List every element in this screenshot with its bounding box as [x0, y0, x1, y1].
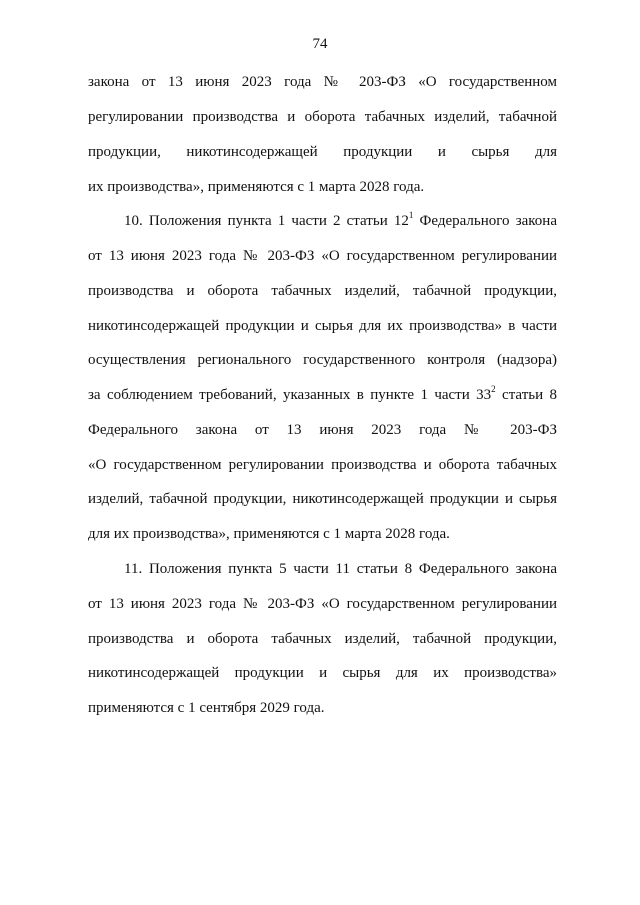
superscript: 2	[491, 384, 496, 394]
paragraph-11-first-line: 11. Положения пункта 5 части 11 статьи 8 Федерального закона	[124, 561, 557, 577]
text-line: применяются с 1 сентября 2029 года.	[88, 700, 325, 716]
text-line: производства и оборота табачных изделий, табачной продукции,	[88, 283, 557, 299]
text-line: регулировании производства и оборота табачных изделий, табачной	[88, 109, 557, 125]
text-line: никотинсодержащей продукции и сырья для их производства» в части	[88, 318, 557, 334]
text-line: продукции, никотинсодержащей продукции и сырья для	[88, 144, 557, 160]
text-line: «О государственном регулировании производства и оборота табачных	[88, 457, 557, 473]
paragraph-10-first-line: 10. Положения пункта 1 части 2 статьи $12^1$ Федерального закона	[124, 210, 557, 229]
text-line: за соблюдением требований, указанных в пункте 1 части $33^2$ статьи 8	[88, 384, 557, 403]
text-line: производства и оборота табачных изделий, табачной продукции,	[88, 631, 557, 647]
text-line: от 13 июня 2023 года № 203-ФЗ «О государственном регулировании	[88, 596, 557, 612]
text-line: для их производства», применяются с 1 марта 2028 года.	[88, 526, 450, 542]
superscript: 1	[408, 210, 414, 220]
text-line: изделий, табачной продукции, никотинсодержащей продукции и сырья	[88, 491, 557, 507]
text-line: от 13 июня 2023 года № 203-ФЗ «О государственном регулировании	[88, 248, 557, 264]
page-number: 74	[312, 36, 328, 52]
text-line: никотинсодержащей продукции и сырья для их производства»	[88, 665, 557, 681]
text-line: Федерального закона от 13 июня 2023 года № 203-ФЗ	[88, 422, 557, 438]
text-line: закона от 13 июня 2023 года № 203-ФЗ «О государственном	[88, 74, 557, 90]
text-line: их производства», применяются с 1 марта 2028 года.	[88, 179, 425, 195]
text-line: осуществления регионального государственного контроля (надзора)	[88, 352, 557, 368]
